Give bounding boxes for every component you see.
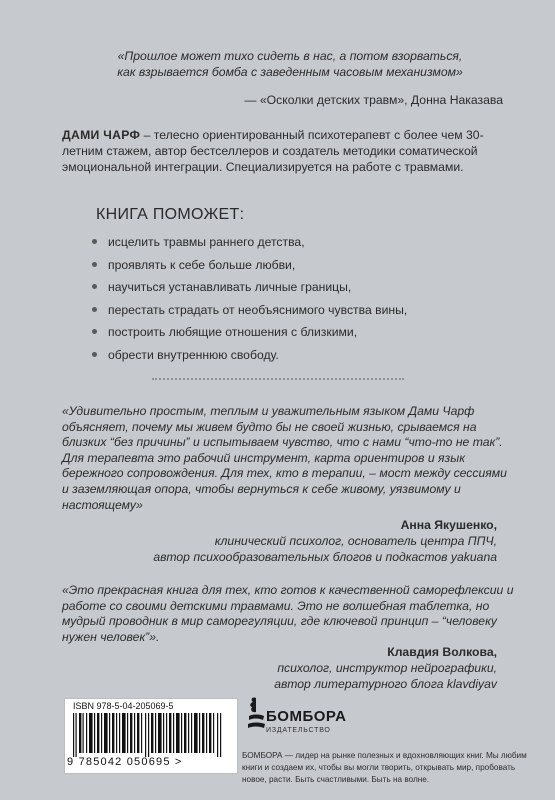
author-bio: [62, 127, 502, 175]
review-1-text: «Удивительно простым, теплым и уважительным языком Дами Чарф объясняет, почему мы живем будто бы не своей жизнью, срываемся на близких “без причины” и испытываем чувство, что с нами “что-то не так”. Для терапевта это рабочий инструмент, карта ориентиров и язык бережного сопровождения. Для тех, кто в терапии, – мост между сессиями и заземляющая опора, чтобы вернуться к себе живому, уязвимому и настоящему»: [62, 404, 507, 512]
bullet-icon: [92, 262, 97, 267]
list-item-text: научиться устанавливать личные границы,: [108, 280, 352, 295]
review-1-author-name: Анна Якушенко,: [400, 518, 497, 532]
review-1-author-role-2: автор психообразовательных блогов и подкастов yakuana: [153, 550, 497, 564]
list-item-text: перестать страдать от необъяснимого чувства вины,: [108, 302, 408, 317]
bullet-icon: [92, 329, 97, 334]
review-2-author-role-1: психолог, инструктор нейрографики,: [277, 661, 497, 675]
isbn-label: ISBN 978-5-04-205069-5: [73, 701, 174, 711]
list-item: [92, 324, 407, 347]
list-item: [92, 257, 407, 280]
publisher-note: БОМБОРА — лидер на рынке полезных и вдохновляющих книг. Мы любим книги и создаем их, чтобы вы могли творить, открывать мир, пробовать новое, расти. Быть счастливыми. Быть на волне.: [242, 751, 527, 784]
epigraph-quote: [70, 48, 510, 80]
epigraph-source: — «Осколки детских травм», Донна Наказава: [244, 93, 503, 107]
bullet-icon: [92, 284, 97, 289]
bombora-logo-icon: [246, 694, 266, 736]
bullet-icon: [92, 352, 97, 357]
list-item: [92, 302, 407, 325]
publisher-subtitle: ИЗДАТЕЛЬСТВО: [266, 727, 331, 734]
barcode-icon: [73, 713, 229, 757]
epigraph-line-2: как взрывается бомба с заведенным часовым механизмом»: [117, 65, 463, 79]
list-item-text: построить любящие отношения с близкими,: [108, 325, 358, 340]
list-item: [92, 347, 407, 370]
list-item: [92, 279, 407, 302]
author-bio-text: – телесно ориентированный психотерапевт с более чем 30-летним стажем, автор бестселлеров и создатель методики соматической эмоциональной интеграции. Специализируется на работе с травмами.: [62, 128, 484, 174]
dotted-divider: [152, 378, 404, 380]
review-2-author-name: Клавдия Волкова,: [387, 645, 497, 659]
list-item-text: проявлять к себе больше любви,: [108, 257, 296, 272]
publisher-name: БОМБОРА: [266, 708, 347, 725]
book-helps-list: [92, 234, 407, 370]
review-2-author-role-2: автор литературного блога klavdiyav: [274, 677, 497, 691]
bullet-icon: [92, 307, 97, 312]
list-item-text: исцелить травмы раннего детства,: [108, 235, 305, 249]
book-helps-heading: КНИГА ПОМОЖЕТ:: [96, 206, 245, 223]
author-name: ДАМИ ЧАРФ: [62, 128, 141, 142]
bullet-icon: [92, 239, 97, 244]
epigraph-line-1: «Прошлое может тихо сидеть в нас, а потом взорваться,: [117, 49, 463, 63]
barcode-digits: 9 785042 050695 >: [67, 756, 183, 768]
review-2-text: «Это прекрасная книга для тех, кто готов к качественной саморефлексии и работе со своими детскими травмами. Это не волшебная таблетка, но мудрый проводник в мир саморегуляции, где ключевой принцип – “человеку нужен человек”».: [62, 583, 514, 644]
review-1-author-role-1: клинический психолог, основатель центра ППЧ,: [214, 534, 497, 548]
isbn-barcode-block: [64, 698, 238, 774]
list-item-text: обрести внутреннюю свободу.: [108, 347, 279, 362]
list-item: [92, 234, 407, 257]
